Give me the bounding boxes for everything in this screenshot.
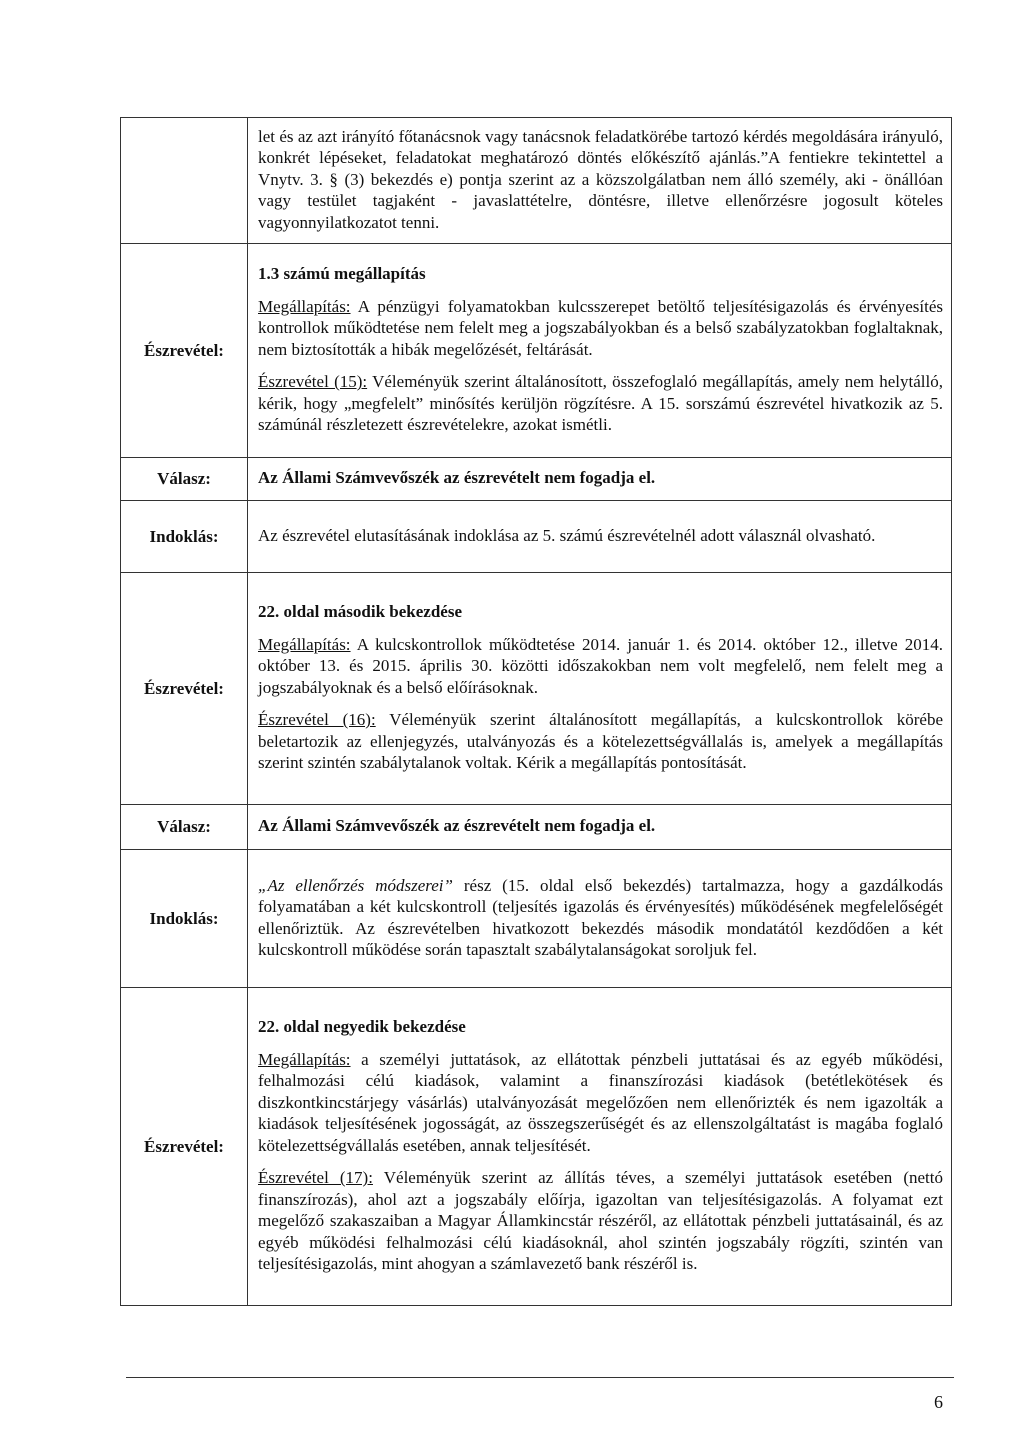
remark-paragraph (258, 371, 943, 436)
reasoning-text: Az észrevétel elutasításának indoklása az 5. számú észrevételnél adott válasznál olvasható. (248, 501, 952, 573)
table-row (121, 118, 952, 244)
reasoning-paragraph (248, 850, 952, 988)
answer-text: Az Állami Számvevőszék az észrevételt nem fogadja el. (248, 458, 952, 501)
finding-paragraph (258, 296, 943, 361)
remark-text: Véleményük szerint általánosított, összefoglaló megállapítás, amely nem helytálló, kérik, hogy „megfelelt” minősítés kerüljön rögzítésre. A 15. sorszámú észrevétel hivatkozik az 5. számúnál részletezett észrevételekre, azokat ismétli. (258, 372, 943, 435)
finding-text: A kulcskontrollok működtetése 2014. január 1. és 2014. október 12., illetve 2014. október 13. és 2015. április 30. közötti időszakokban nem volt megfelelő, nem felelt meg a jogszabályoknak és a belső előírásoknak. (258, 634, 943, 697)
remark-label: Észrevétel (16): (258, 710, 376, 730)
finding-label: Megállapítás: (258, 296, 351, 316)
remark-label: Észrevétel (15): (258, 372, 368, 392)
response-table (120, 117, 952, 1306)
row-label: Indoklás: (121, 850, 248, 988)
remark-paragraph (258, 1167, 943, 1275)
answer-text: Az Állami Számvevőszék az észrevételt nem fogadja el. (248, 805, 952, 850)
quoted-title: „Az ellenőrzés módszerei” (258, 875, 453, 895)
finding-paragraph (258, 634, 943, 699)
row-label: Válasz: (121, 458, 248, 501)
page-number: 6 (934, 1392, 943, 1412)
row-label (121, 118, 248, 244)
row-content (248, 988, 952, 1306)
table-row (121, 805, 952, 850)
finding-text: a személyi juttatások, az ellátottak pénzbeli juttatásai és az egyéb működési, felhalmozási célú kiadások, valamint a finanszírozási kiadások (betétlekötések és diszkontkincstárjegy vásárlás) utalványozását megelőzően nem ellenőrizték és nem igazolták a kiadások teljesítésének jogosságát, az összegszerűségét és az ellenszolgáltatást is magába foglaló kötelezettségvállalás esetében, annak teljesítését. (258, 1049, 943, 1155)
finding-label: Megállapítás: (258, 1049, 351, 1069)
footer-divider (126, 1377, 954, 1378)
row-content (248, 573, 952, 805)
section-heading: 1.3 számú megállapítás (258, 264, 426, 284)
row-label: Észrevétel: (121, 573, 248, 805)
remark-text: Véleményük szerint az állítás téves, a személyi juttatások esetében (nettó finanszírozás), ahol azt a jogszabály előírja, igazoltan van teljesítésigazolás. A folyamat ezt megelőző szakaszaiban a Magyar Államkincstár részéről, az ellátottak pénzbeli juttatásainál, és az egyéb működési felhalmozási célú kiadásoknál, ahol szintén jogszabály rögzíti, szintén van teljesítésigazolás, mint ahogyan a számlavezető bank részéről is. (258, 1168, 943, 1274)
table-row (121, 501, 952, 573)
table-row (121, 573, 952, 805)
finding-text: A pénzügyi folyamatokban kulcsszerepet betöltő teljesítésigazolás és érvényesítés kontrollok működtetése nem felelt meg a jogszabályokban és a belső szabályzatokban foglaltaknak, nem biztosították a hibák megelőzését, feltárását. (258, 296, 943, 359)
row-label: Észrevétel: (121, 988, 248, 1306)
reasoning-text: rész (15. oldal első bekezdés) tartalmazza, hogy a gazdálkodás folyamatában a két kulcskontroll (teljesítés igazolás és érvényesítés) működésének megfelelőségét ellenőriztük. Az észrevételben hivatkozott bekezdés második mondatától kezdődően a két kulcskontroll működése során tapasztalt szabálytalanságokat soroljuk fel. (258, 875, 943, 959)
table-row (121, 850, 952, 988)
section-heading: 22. oldal második bekezdése (258, 602, 463, 622)
row-label: Indoklás: (121, 501, 248, 573)
row-content (248, 118, 952, 244)
section-heading: 22. oldal negyedik bekezdése (258, 1017, 466, 1037)
row-label: Észrevétel: (121, 244, 248, 458)
row-label: Válasz: (121, 805, 248, 850)
remark-paragraph (258, 709, 943, 774)
finding-paragraph (258, 1049, 943, 1157)
remark-text: Véleményük szerint általánosított megállapítás, a kulcskontrollok körébe beletartozik az ellenjegyzés, utalványozás és a kötelezettségvállalás is, amelyek a megállapítás szerint szintén szabálytalanok voltak. Kérik a megállapítás pontosítását. (258, 710, 943, 773)
table-row (121, 244, 952, 458)
continuation-text: let és az azt irányító főtanácsnok vagy tanácsnok feladatkörébe tartozó kérdés megoldására irányuló, konkrét lépéseket, feladatokat meghatározó döntés előkészítő ajánlás.”A fentiekre tekintettel a Vnytv. 3. § (3) bekezdés e) pontja szerint az a közszolgálatban nem álló személy, aki - önállóan vagy testület tagjaként - javaslattételre, döntésre, illetve ellenőrzésre jogosult köteles vagyonnyilatkozatot tenni. (258, 126, 943, 232)
row-content (248, 244, 952, 458)
table-row (121, 458, 952, 501)
table-row (121, 988, 952, 1306)
finding-label: Megállapítás: (258, 634, 351, 654)
remark-label: Észrevétel (17): (258, 1168, 373, 1188)
